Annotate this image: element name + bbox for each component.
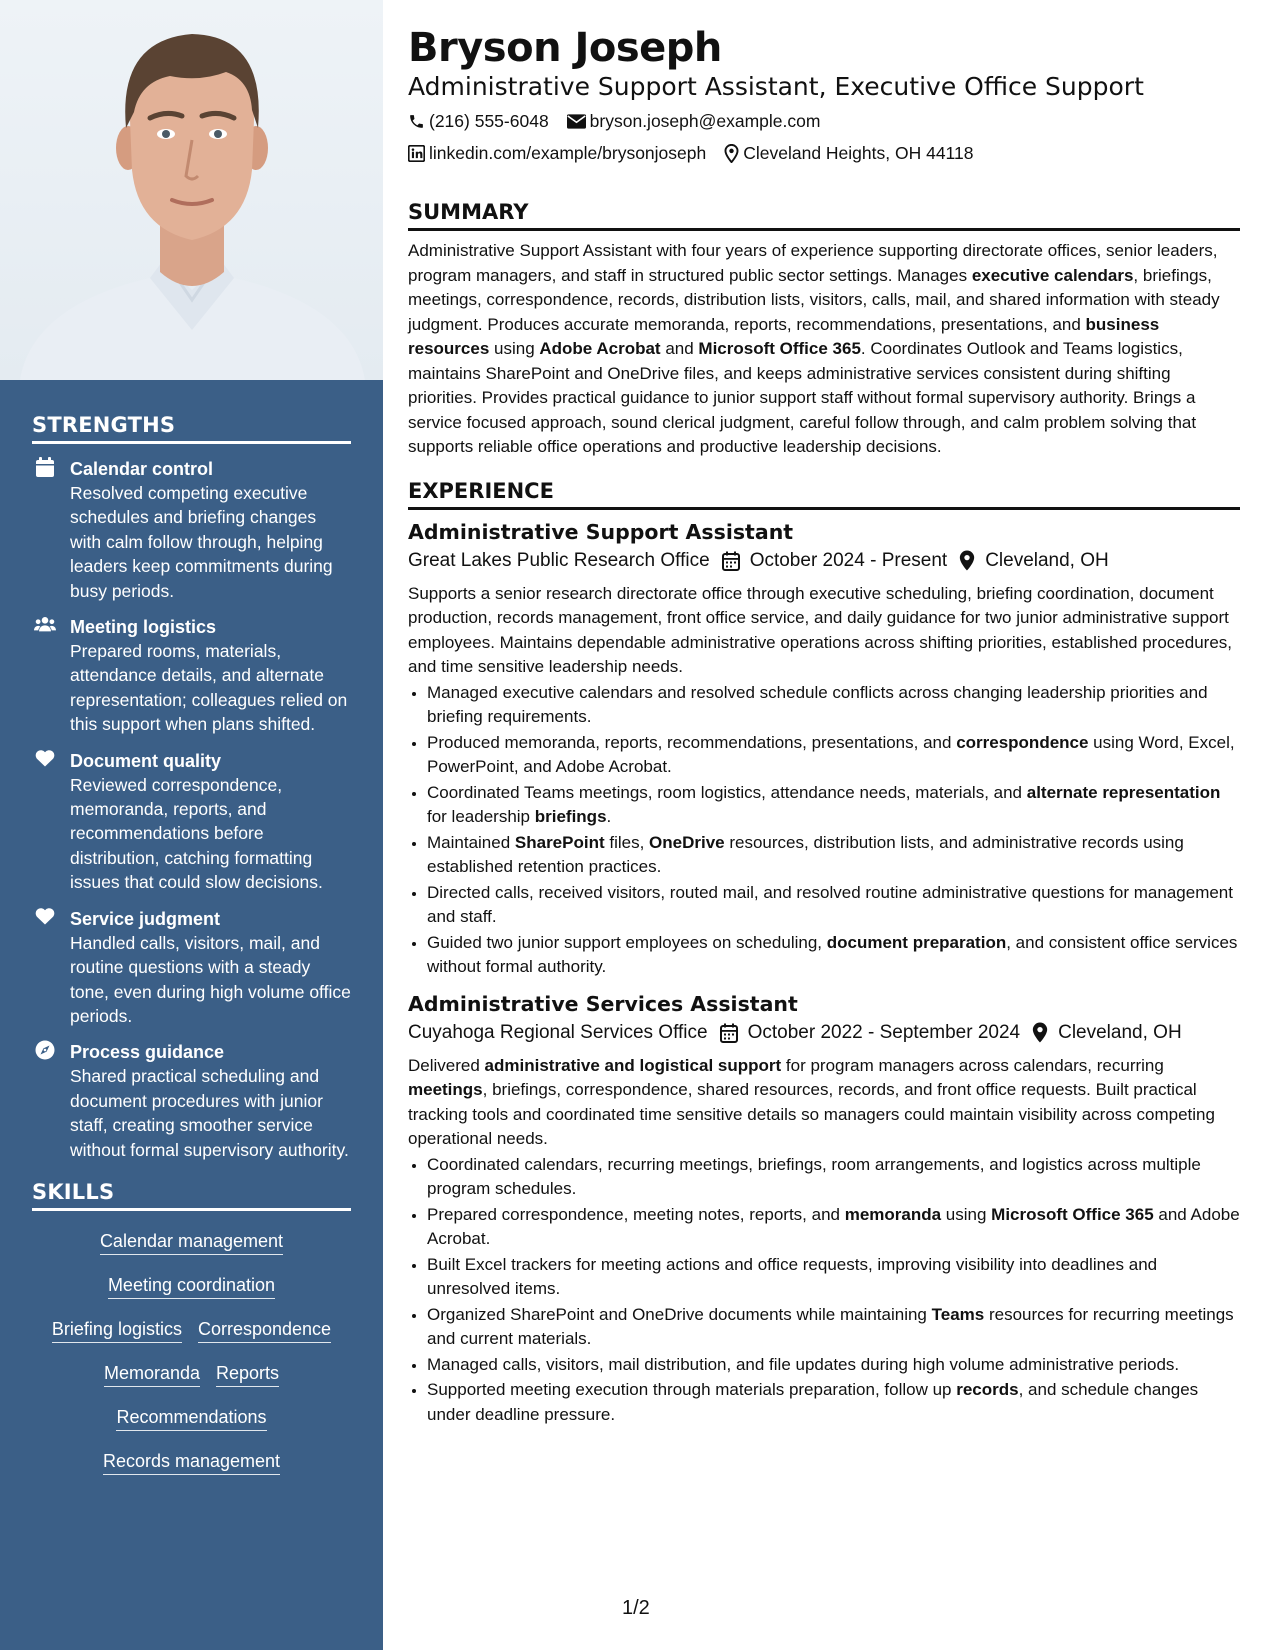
- users-icon: [34, 615, 56, 637]
- text-segment: Coordinated Teams meetings, room logistics, attendance needs, materials, and: [427, 782, 1027, 802]
- bold-text: document preparation: [826, 932, 1007, 952]
- bullet-item: [427, 1253, 1240, 1302]
- linkedin-text: linkedin.com/example/brysonjoseph: [429, 143, 707, 163]
- phone-text: (216) 555-6048: [429, 111, 549, 131]
- job-dates: [722, 548, 948, 574]
- text-segment: using: [941, 1204, 992, 1224]
- text-segment: , briefings, correspondence, shared resources, records, and front office requests. Built practical tracking tools and coordinated time sensitive details so managers could maintain visibility across competing operational needs.: [408, 1080, 1215, 1148]
- text-segment: .: [606, 807, 612, 826]
- text-segment: Supported meeting execution through materials preparation, follow up: [427, 1380, 957, 1399]
- bold-text: correspondence: [956, 732, 1089, 752]
- contact-row-2: [408, 141, 1240, 165]
- bold-text: Microsoft Office 365: [991, 1204, 1154, 1224]
- strengths-list: [32, 457, 351, 1162]
- job-meta: [408, 548, 1240, 574]
- profile-photo: [0, 0, 383, 380]
- job-title: Administrative Support Assistant: [408, 519, 794, 544]
- strength-description: Reviewed correspondence, memoranda, reports, and recommendations before distribution, catching formatting issues that could slow decisions.: [70, 774, 323, 893]
- bullet-item: [427, 1203, 1240, 1252]
- job-location: [1032, 1020, 1182, 1046]
- text-segment: resources for recurring meetings and current materials.: [427, 1304, 1234, 1348]
- skill-tag: Calendar management: [100, 1229, 283, 1255]
- text-segment: files,: [604, 832, 650, 852]
- bold-text: Teams: [931, 1304, 985, 1324]
- job-description: [408, 582, 1240, 680]
- strength-item: [32, 457, 351, 603]
- skill-tag: Records management: [103, 1449, 280, 1475]
- bold-text: Microsoft Office 365: [698, 339, 861, 358]
- bold-text: meetings: [408, 1080, 483, 1099]
- strength-title: Process guidance: [70, 1042, 225, 1063]
- text-segment: , and schedule changes under deadline pressure.: [427, 1380, 1199, 1424]
- job-location-text: Cleveland, OH: [985, 549, 1109, 571]
- text-segment: Coordinated calendars, recurring meetings, briefings, room arrangements, and logistics across multiple program schedules.: [427, 1154, 1201, 1198]
- strength-item: [32, 907, 351, 1029]
- email-text: bryson.joseph@example.com: [589, 111, 821, 131]
- compass-icon: [34, 1040, 56, 1062]
- map-pin-icon: [959, 550, 975, 571]
- sidebar-content: [32, 413, 351, 1493]
- strength-item: [32, 1040, 351, 1162]
- text-segment: Managed calls, visitors, mail distribution, and file updates during high volume administrative periods.: [427, 1354, 1180, 1374]
- bullet-item: [427, 781, 1240, 830]
- skill-tag: Briefing logistics: [52, 1317, 182, 1343]
- experience-list: [408, 518, 1240, 1428]
- main-content: [408, 24, 1240, 1427]
- sidebar: [0, 0, 383, 1650]
- job-dates: [720, 1020, 1021, 1046]
- skill-tag: Memoranda: [104, 1361, 200, 1387]
- map-pin-icon: [1032, 1022, 1048, 1043]
- calendar-icon: [722, 551, 740, 571]
- bullet-item: [427, 1153, 1240, 1202]
- job-organization: Great Lakes Public Research Office: [408, 549, 710, 571]
- contact-row-1: [408, 109, 1240, 133]
- strengths-heading: STRENGTHS: [32, 413, 351, 444]
- text-segment: , briefings, meetings, correspondence, records, distribution lists, visitors, calls, mail, and shared information with steady judgment. Produces accurate memoranda, reports, recommendations, presentations, and: [408, 265, 1220, 334]
- job-title: Administrative Services Assistant: [408, 991, 798, 1016]
- skill-row: [32, 1229, 351, 1255]
- summary-text: [408, 239, 1240, 460]
- linkedin[interactable]: [408, 141, 706, 165]
- text-segment: using: [489, 339, 540, 358]
- strength-description: Shared practical scheduling and document procedures with junior staff, creating smoother service without formal supervisory authority.: [70, 1066, 349, 1160]
- envelope-icon: [567, 114, 586, 129]
- bullet-item: [427, 681, 1240, 730]
- job-location: [959, 548, 1109, 574]
- bold-text: records: [956, 1380, 1019, 1399]
- job-location-text: Cleveland, OH: [1058, 1021, 1182, 1043]
- bold-text: alternate representation: [1026, 782, 1221, 802]
- skills-heading: SKILLS: [32, 1180, 351, 1211]
- bullet-item: [427, 1378, 1240, 1427]
- strength-description: Resolved competing executive schedules and briefing changes with calm follow through, helping leaders keep commitments during busy periods.: [70, 483, 333, 601]
- phone-icon: [408, 113, 425, 130]
- skill-tag: Correspondence: [198, 1317, 331, 1343]
- text-segment: Directed calls, received visitors, routed mail, and resolved routine administrative questions for management and staff.: [427, 882, 1233, 926]
- bold-text: briefings: [534, 807, 607, 826]
- map-pin-icon: [724, 144, 739, 163]
- text-segment: Delivered: [408, 1055, 485, 1075]
- text-segment: Produced memoranda, reports, recommendations, presentations, and: [427, 732, 957, 752]
- calendar-icon: [720, 1023, 738, 1043]
- text-segment: Managed executive calendars and resolved schedule conflicts across changing leadership priorities and briefing requirements.: [427, 682, 1208, 726]
- text-segment: Supports a senior research directorate office through executive scheduling, briefing coordination, document production, records management, front office service, and daily guidance for two junior administrative support employees. Maintains dependable administrative operations across shifting priorities, established procedures, and time sensitive leadership needs.: [408, 583, 1233, 676]
- job-dates-text: October 2022 - September 2024: [747, 1021, 1021, 1043]
- strength-title: Service judgment: [70, 908, 221, 929]
- text-segment: , and consistent office services without formal authority.: [427, 932, 1238, 976]
- summary-heading: SUMMARY: [408, 199, 1240, 231]
- experience-heading: EXPERIENCE: [408, 478, 1240, 510]
- bold-text: executive calendars: [971, 265, 1134, 285]
- bullet-item: [427, 881, 1240, 930]
- bold-text: SharePoint: [514, 832, 605, 852]
- bold-text: administrative and logistical support: [484, 1055, 782, 1075]
- bold-text: Adobe Acrobat: [539, 339, 661, 358]
- text-segment: Prepared correspondence, meeting notes, reports, and: [427, 1204, 845, 1224]
- text-segment: using Word, Excel, PowerPoint, and Adobe Acrobat.: [427, 732, 1235, 776]
- job-dates-text: October 2024 - Present: [749, 549, 948, 571]
- job-description: [408, 1054, 1240, 1152]
- skills-list: [32, 1229, 351, 1475]
- job-meta: [408, 1020, 1240, 1046]
- bold-text: business resources: [408, 314, 1160, 358]
- skill-tag: Meeting coordination: [108, 1273, 275, 1299]
- skill-row: [32, 1405, 351, 1431]
- text-segment: Organized SharePoint and OneDrive documents while maintaining: [427, 1304, 932, 1324]
- text-segment: Maintained: [427, 832, 515, 852]
- linkedin-icon: [408, 145, 425, 162]
- candidate-name: Bryson Joseph: [408, 25, 722, 71]
- text-segment: resources, distribution lists, and administrative records using established retention practices.: [427, 832, 1184, 876]
- skill-tag: Recommendations: [116, 1405, 266, 1431]
- text-segment: Built Excel trackers for meeting actions and office requests, improving visibility into deadlines and unresolved items.: [427, 1254, 1158, 1298]
- text-segment: for leadership: [427, 807, 535, 826]
- strength-item: [32, 749, 351, 895]
- job-bullets: [408, 1153, 1240, 1428]
- job-bullets: [408, 681, 1240, 980]
- text-segment: for program managers across calendars, recurring: [781, 1055, 1164, 1075]
- bullet-item: [427, 731, 1240, 780]
- page-number: 1/2: [622, 1597, 650, 1619]
- bold-text: memoranda: [844, 1204, 942, 1224]
- job-entry: [408, 990, 1240, 1428]
- calendar-icon: [34, 457, 56, 479]
- bold-text: OneDrive: [649, 832, 725, 852]
- email[interactable]: [567, 109, 821, 133]
- address-text: Cleveland Heights, OH 44118: [743, 143, 974, 163]
- skill-row: [32, 1317, 351, 1343]
- heart-icon: [34, 907, 56, 929]
- bullet-item: [427, 931, 1240, 980]
- skill-tag: Reports: [216, 1361, 279, 1387]
- text-segment: Administrative Support Assistant with four years of experience supporting directorate offices, senior leaders, program managers, and staff in structured public sector settings. Manages: [408, 241, 1218, 285]
- text-segment: Guided two junior support employees on scheduling,: [427, 932, 827, 952]
- strength-title: Calendar control: [70, 459, 214, 479]
- skill-row: [32, 1449, 351, 1475]
- text-segment: . Coordinates Outlook and Teams logistics, maintains SharePoint and OneDrive files, and keeps administrative services consistent during shifting priorities. Provides practical guidance to junior support staff without formal supervisory authority. Brings a service focused approach, sound clerical judgment, careful follow through, and calm problem solving that supports reliable office operations and productive leadership decisions.: [408, 339, 1197, 456]
- heart-icon: [34, 749, 56, 771]
- job-organization: Cuyahoga Regional Services Office: [408, 1021, 708, 1043]
- strength-description: Prepared rooms, materials, attendance details, and alternate representation; colleagues relied on this support when plans shifted.: [70, 641, 348, 735]
- text-segment: and: [660, 339, 699, 358]
- bullet-item: [427, 1353, 1240, 1378]
- text-segment: and Adobe Acrobat.: [427, 1204, 1240, 1248]
- strength-title: Document quality: [70, 750, 222, 771]
- candidate-title: Administrative Support Assistant, Executive Office Support: [408, 72, 1144, 101]
- skill-row: [32, 1273, 351, 1299]
- skill-row: [32, 1361, 351, 1387]
- bullet-item: [427, 831, 1240, 880]
- strength-item: [32, 615, 351, 737]
- address: [724, 141, 973, 165]
- bullet-item: [427, 1303, 1240, 1352]
- phone: [408, 109, 549, 133]
- job-entry: [408, 518, 1240, 980]
- strength-description: Handled calls, visitors, mail, and routine questions with a steady tone, even during high volume office periods.: [70, 932, 351, 1026]
- strength-title: Meeting logistics: [70, 617, 217, 638]
